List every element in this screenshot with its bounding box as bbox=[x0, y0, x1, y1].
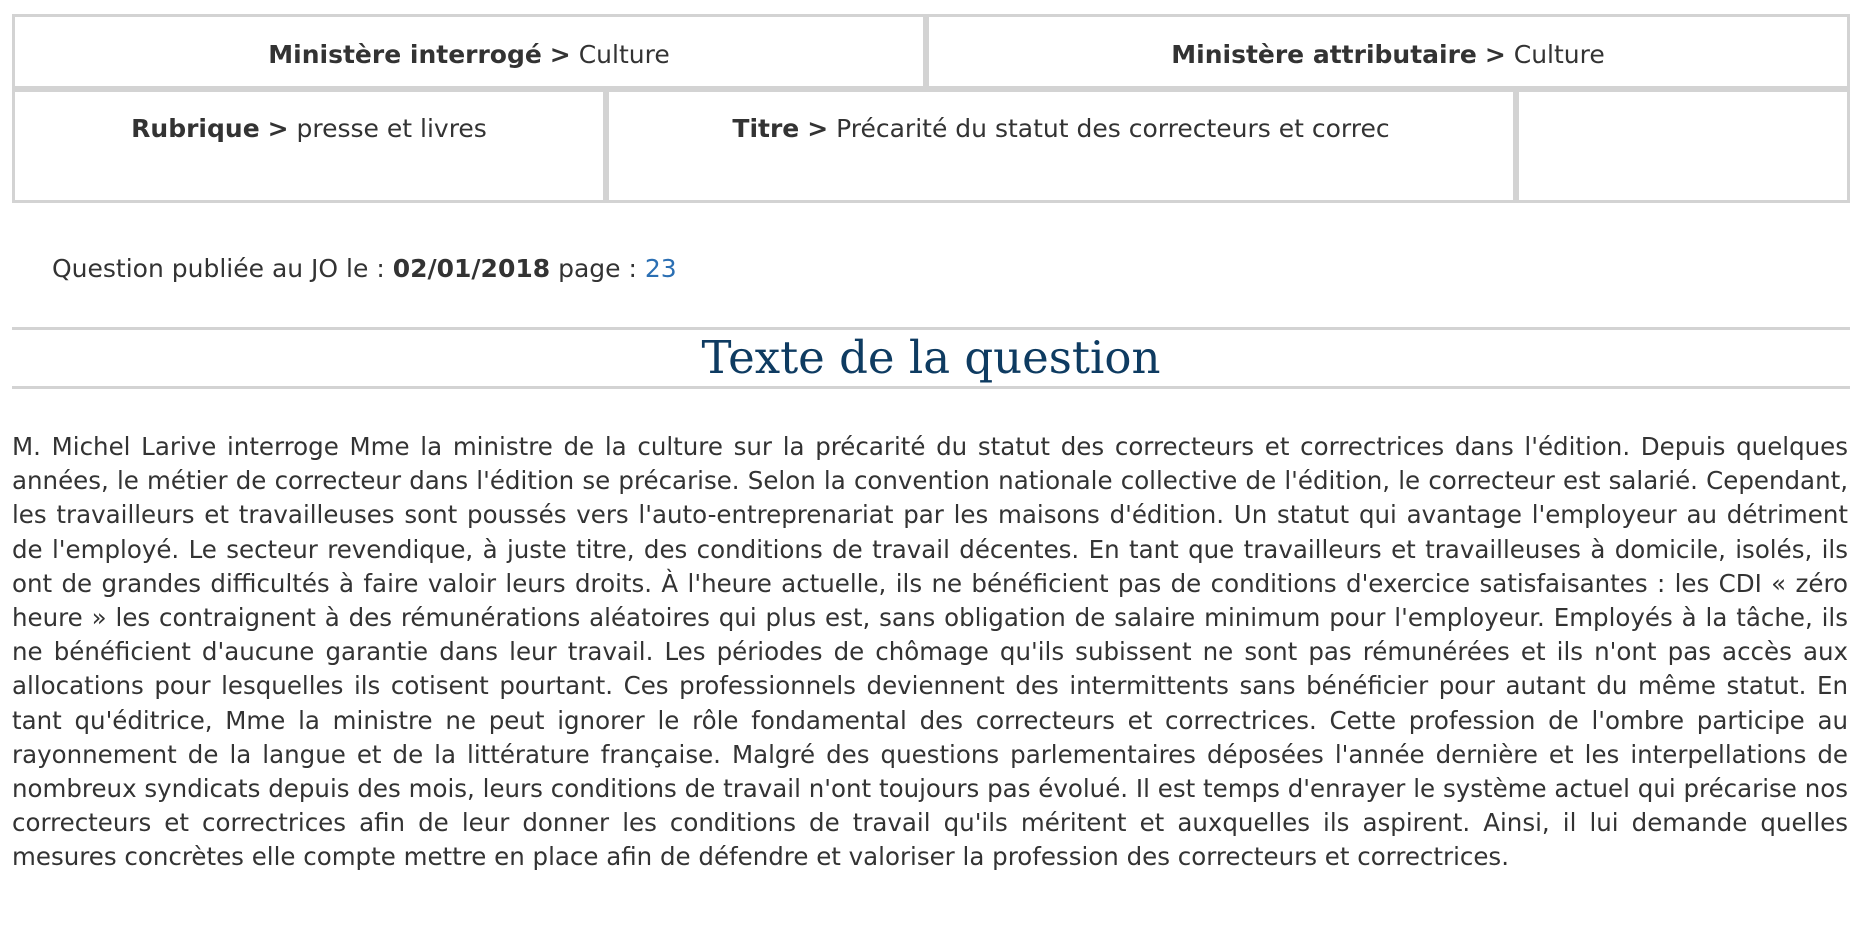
ministere-attributaire-cell bbox=[926, 14, 1850, 89]
ministere-interroge-separator: > bbox=[549, 40, 571, 69]
ministere-attributaire-value: Culture bbox=[1513, 40, 1605, 69]
rubrique-label: Rubrique bbox=[131, 114, 260, 143]
publication-line bbox=[52, 252, 677, 286]
publication-prefix: Question publiée au JO le : bbox=[52, 254, 385, 283]
ministere-interroge-cell bbox=[12, 14, 926, 89]
titre-separator: > bbox=[807, 114, 829, 143]
titre-cell bbox=[606, 89, 1516, 203]
section-title: Texte de la question bbox=[701, 331, 1161, 384]
metadata-block bbox=[12, 14, 1850, 203]
empty-cell bbox=[1516, 89, 1850, 203]
titre-label: Titre bbox=[732, 114, 800, 143]
rubrique-value: presse et livres bbox=[296, 114, 487, 143]
question-text: M. Michel Larive interroge Mme la ministre de la culture sur la précarité du statut des correcteurs et correctrices dans l'édition. Depuis quelques années, le métier de correcteur dans l'édition se précarise. Selon la convention nationale collective de l'édition, le correcteur est salarié. Cependant, les travailleurs et travailleuses sont poussés vers l'auto-entreprenariat par les maisons d'édition. Un statut qui avantage l'employeur au détriment de l'employé. Le secteur revendique, à juste titre, des conditions de travail décentes. En tant que travailleurs et travailleuses à domicile, isolés, ils ont de grandes difficultés à faire valoir leurs droits. À l'heure actuelle, ils ne bénéficient pas de conditions d'exercice satisfaisantes : les CDI « zéro heure » les contraignent à des rémunérations aléatoires qui plus est, sans obligation de salaire minimum pour l'employeur. Employés à la tâche, ils ne bénéficient d'aucune garantie dans leur travail. Les périodes de chômage qu'ils subissent ne sont pas rémunérées et ils n'ont pas accès aux allocations pour lesquelles ils cotisent pourtant. Ces professionnels deviennent des intermittents sans bénéficier pour autant du même statut. En tant qu'éditrice, Mme la ministre ne peut ignorer le rôle fondamental des correcteurs et correctrices. Cette profession de l'ombre participe au rayonnement de la langue et de la littérature française. Malgré des questions parlementaires déposées l'année dernière et les interpellations de nombreux syndicats depuis des mois, leurs conditions de travail n'ont toujours pas évolué. Il est temps d'enrayer le système actuel qui précarise nos correcteurs et correctrices afin de leur donner les conditions de travail qu'ils méritent et auxquelles ils aspirent. Ainsi, il lui demande quelles mesures concrètes elle compte mettre en place afin de défendre et valoriser la profession des correcteurs et correctrices. bbox=[12, 432, 1848, 872]
titre-value: Précarité du statut des correcteurs et correc bbox=[836, 114, 1390, 143]
metadata-table bbox=[12, 14, 1850, 203]
rubrique-separator: > bbox=[267, 114, 289, 143]
ministere-attributaire-label: Ministère attributaire bbox=[1171, 40, 1477, 69]
publication-page-label: page : bbox=[558, 254, 637, 283]
ministere-attributaire-separator: > bbox=[1484, 40, 1506, 69]
section-bottom-divider bbox=[12, 386, 1850, 389]
publication-date: 02/01/2018 bbox=[392, 254, 551, 283]
rubrique-cell bbox=[12, 89, 606, 203]
publication-page-link[interactable]: 23 bbox=[644, 254, 677, 283]
ministere-interroge-value: Culture bbox=[578, 40, 670, 69]
ministere-interroge-label: Ministère interrogé bbox=[268, 40, 542, 69]
